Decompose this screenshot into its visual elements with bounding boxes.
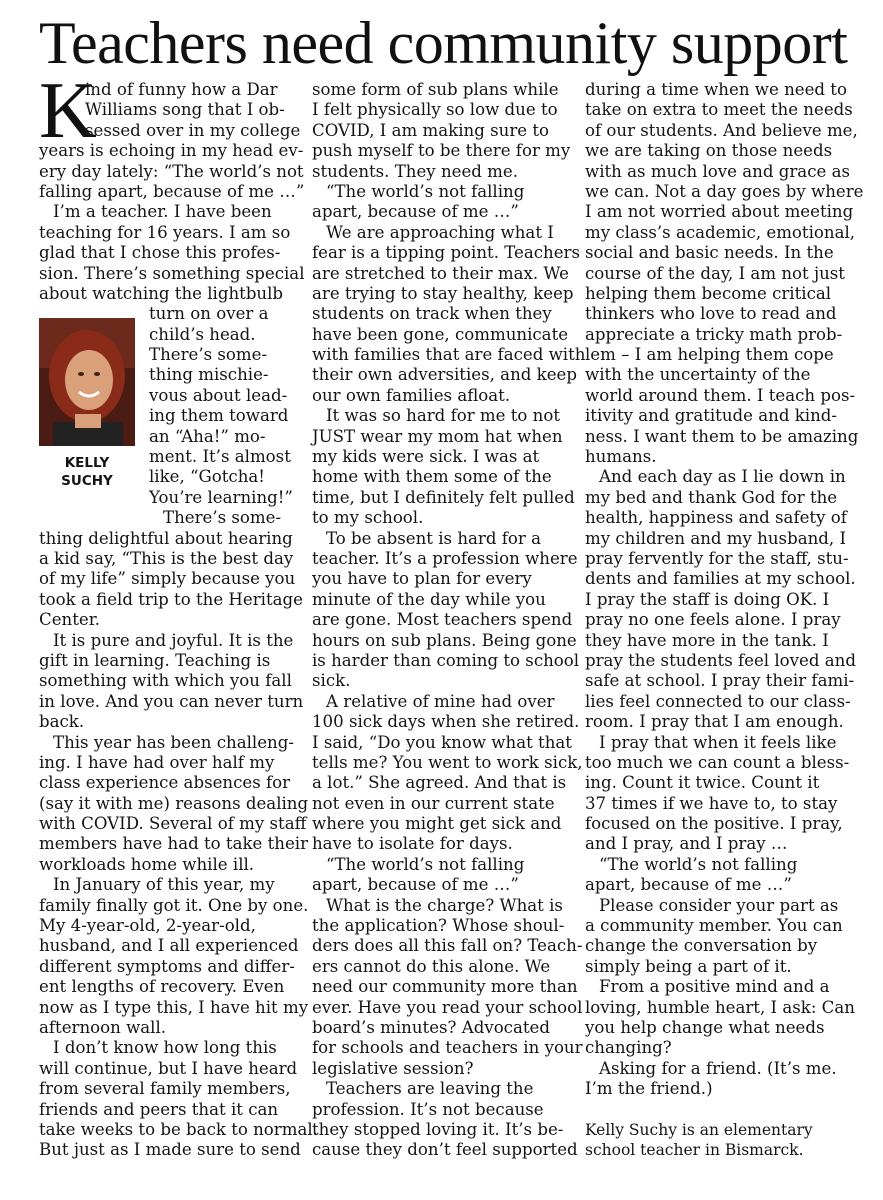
text-line: child’s head. (149, 324, 256, 344)
text-line: “The world’s not falling (599, 854, 798, 874)
text-line: turn on over a (149, 304, 269, 324)
text-line: I pray that when it feels like (599, 732, 837, 752)
text-line: ent lengths of recovery. Even (39, 977, 285, 997)
text-line: years is echoing in my head ev- (39, 141, 304, 161)
text-line: gift in learning. Teaching is (39, 650, 271, 670)
text-line: my kids were sick. I was at (312, 447, 540, 467)
text-line: a lot.” She agreed. And that is (312, 773, 567, 793)
bio-line: school teacher in Bismarck. (585, 1141, 804, 1160)
text-line: during a time when we need to (585, 80, 847, 99)
text-line: for schools and teachers in your (312, 1038, 583, 1058)
text-line: students on track when they (312, 304, 552, 324)
text-line: ders does all this fall on? Teach- (312, 936, 583, 956)
text-line: COVID, I am making sure to (312, 120, 550, 140)
text-line: something with which you fall (39, 671, 292, 691)
text-line: with COVID. Several of my staff (39, 814, 307, 834)
text-line: too much we can count a bless- (585, 752, 850, 772)
headline: Teachers need community support (39, 10, 848, 76)
text-line: 100 sick days when she retired. (312, 712, 580, 732)
text-line: sessed over in my college (85, 120, 301, 140)
text-line: changing? (585, 1038, 672, 1058)
text-line: time, but I definitely felt pulled (312, 487, 575, 507)
text-line: I am not worried about meeting (585, 202, 854, 222)
text-line: ing. Count it twice. Count it (585, 773, 820, 793)
author-bio (585, 1120, 843, 1161)
text-line: safe at school. I pray their fami- (585, 671, 855, 691)
text-line: room. I pray that I am enough. (585, 712, 844, 732)
text-line: “The world’s not falling (326, 181, 525, 201)
text-line: are stretched to their max. We (312, 263, 569, 283)
text-line: lies feel connected to our class- (585, 691, 851, 711)
text-line: Teachers are leaving the (326, 1079, 534, 1099)
text-line: tells me? You went to work sick, (312, 752, 583, 772)
text-line: of my life” simply because you (39, 569, 296, 589)
drop-cap: K (39, 67, 97, 155)
text-line: our own families afloat. (312, 385, 511, 405)
text-line: ness. I want them to be amazing (585, 426, 859, 446)
text-line: There’s some- (149, 345, 268, 365)
text-line: have to isolate for days. (312, 834, 513, 854)
column-2 (312, 80, 586, 1161)
text-line: thing delightful about hearing (39, 528, 293, 548)
text-line: But just as I made sure to send (39, 1140, 301, 1160)
text-line: teaching for 16 years. I am so (39, 222, 291, 242)
text-line: We are approaching what I (326, 222, 554, 242)
text-line: thing mischie- (149, 365, 269, 385)
text-line: ever. Have you read your school (312, 997, 583, 1017)
column-1 (39, 67, 318, 1161)
text-line: now as I type this, I have hit my (39, 997, 309, 1017)
text-line: legislative session? (312, 1058, 474, 1078)
text-line: will continue, but I have heard (39, 1058, 298, 1078)
text-line: different symptoms and differ- (39, 956, 295, 976)
text-line: where you might get sick and (312, 814, 562, 834)
text-line: my class’s academic, emotional, (585, 222, 856, 242)
text-line: world around them. I teach pos- (585, 385, 856, 405)
text-line: From a positive mind and a (599, 977, 830, 997)
text-line: Williams song that I ob- (85, 100, 285, 120)
text-line: ing. I have had over half my (39, 752, 275, 772)
text-line: class experience absences for (39, 773, 291, 793)
text-line: their own adversities, and keep (312, 365, 577, 385)
text-line: And each day as I lie down in (599, 467, 846, 487)
text-line: JUST wear my mom hat when (312, 426, 563, 446)
text-line: loving, humble heart, I ask: Can (585, 997, 855, 1017)
byline-first: KELLY (64, 455, 110, 471)
text-line: sion. There’s something special (39, 263, 305, 283)
text-line: lem – I am helping them cope (585, 345, 834, 365)
text-line: students. They need me. (312, 161, 519, 181)
text-line: itivity and gratitude and kind- (585, 406, 838, 426)
text-line: they stopped loving it. It’s be- (312, 1119, 564, 1139)
text-line: they have more in the tank. I (585, 630, 829, 650)
text-line: not even in our current state (312, 793, 555, 813)
text-line: apart, because of me …” (312, 202, 519, 222)
text-line: helping them become critical (585, 283, 832, 303)
text-line: Asking for a friend. (It’s me. (599, 1058, 837, 1078)
text-line: are gone. Most teachers spend (312, 610, 573, 630)
spacer (585, 1100, 843, 1120)
text-line: workloads home while ill. (39, 854, 255, 874)
text-line: focused on the positive. I pray, (585, 814, 843, 834)
text-line: In January of this year, my (53, 875, 275, 895)
text-line: ing them toward (149, 406, 289, 426)
text-line: This year has been challeng- (53, 732, 294, 752)
text-line: I pray the staff is doing OK. I (585, 589, 830, 609)
text-line: fear is a tipping point. Teachers (312, 243, 581, 263)
text-line: dents and families at my school. (585, 569, 856, 589)
text-line: ers cannot do this alone. We (312, 956, 551, 976)
text-line: Center. (39, 610, 101, 630)
text-line: you help change what needs (585, 1017, 825, 1037)
text-line: a kid say, “This is the best day (39, 548, 294, 568)
text-line: apart, because of me …” (585, 875, 792, 895)
text-line: It is pure and joyful. It is the (53, 630, 294, 650)
text-line: some form of sub plans while (312, 80, 559, 99)
text-line: I felt physically so low due to (312, 100, 558, 120)
text-line: profession. It’s not because (312, 1099, 544, 1119)
text-line: thinkers who love to read and (585, 304, 837, 324)
text-line: the application? Whose shoul- (312, 916, 565, 936)
text-line: in love. And you can never turn (39, 691, 304, 711)
text-line: afternoon wall. (39, 1017, 167, 1037)
text-line: back. (39, 712, 85, 732)
text-line: Please consider your part as (599, 895, 839, 915)
text-line: health, happiness and safety of (585, 508, 847, 528)
text-line: 37 times if we have to, to stay (585, 793, 838, 813)
text-line: It was so hard for me to not (326, 406, 561, 426)
text-line: I’m the friend.) (585, 1079, 713, 1099)
text-line: you have to plan for every (312, 569, 532, 589)
text-line: apart, because of me …” (312, 875, 519, 895)
text-line: “The world’s not falling (326, 854, 525, 874)
text-line: simply being a part of it. (585, 956, 792, 976)
text-line: my bed and thank God for the (585, 487, 838, 507)
text-line: My 4-year-old, 2-year-old, (39, 916, 256, 936)
text-line: I’m a teacher. I have been (53, 202, 272, 222)
text-line: hours on sub plans. Being gone (312, 630, 577, 650)
text-line: to my school. (312, 508, 424, 528)
text-line: members have had to take their (39, 834, 309, 854)
text-line: an “Aha!” mo- (149, 426, 266, 446)
text-line: and I pray, and I pray … (585, 834, 788, 854)
text-line: with the uncertainty of the (585, 365, 811, 385)
text-line: sick. (312, 671, 351, 691)
text-line: take weeks to be back to normal. (39, 1119, 318, 1139)
text-line: glad that I chose this profes- (39, 243, 281, 263)
text-line: course of the day, I am not just (585, 263, 845, 283)
text-line: board’s minutes? Advocated (312, 1017, 550, 1037)
column-1-bottom (39, 528, 318, 1161)
text-line: husband, and I all experienced (39, 936, 299, 956)
text-line: There’s some- (163, 508, 282, 528)
text-line: took a field trip to the Heritage (39, 589, 303, 609)
text-line: What is the charge? What is (326, 895, 563, 915)
text-line: You’re learning!” (149, 487, 293, 507)
text-line: of our students. And believe me, (585, 120, 858, 140)
text-line: minute of the day while you (312, 589, 546, 609)
text-line: ind of funny how a Dar (85, 80, 278, 99)
text-line: appreciate a tricky math prob- (585, 324, 843, 344)
text-line: we can. Not a day goes by where (585, 181, 864, 201)
text-line: cause they don’t feel supported (312, 1140, 578, 1160)
text-line: pray the students feel loved and (585, 650, 856, 670)
text-line: I don’t know how long this (53, 1038, 277, 1058)
text-line: like, “Gotcha! (149, 467, 265, 487)
bio-line: Kelly Suchy is an elementary (585, 1120, 813, 1139)
text-line: my children and my husband, I (585, 528, 846, 548)
column-3 (585, 80, 864, 1161)
text-line: about watching the lightbulb (39, 283, 284, 303)
text-line: social and basic needs. In the (585, 243, 834, 263)
text-line: push myself to be there for my (312, 141, 571, 161)
text-line: falling apart, because of me …” (39, 181, 305, 201)
text-line: (say it with me) reasons dealing (39, 793, 309, 813)
text-line: is harder than coming to school (312, 650, 580, 670)
text-line: home with them some of the (312, 467, 552, 487)
text-line: we are taking on those needs (585, 141, 833, 161)
text-line: I said, “Do you know what that (312, 732, 572, 752)
text-line: pray no one feels alone. I pray (585, 610, 841, 630)
text-line: friends and peers that it can (39, 1099, 279, 1119)
text-line: To be absent is hard for a (326, 528, 541, 548)
text-line: humans. (585, 447, 657, 467)
text-line: family finally got it. One by one. (39, 895, 309, 915)
text-line: with as much love and grace as (585, 161, 850, 181)
text-line: are trying to stay healthy, keep (312, 283, 574, 303)
text-line: ment. It’s almost (149, 447, 291, 467)
text-line: from several family members, (39, 1079, 291, 1099)
text-line: take on extra to meet the needs (585, 100, 853, 120)
text-line: change the conversation by (585, 936, 818, 956)
text-line: ery day lately: “The world’s not (39, 161, 304, 181)
byline-last: SUCHY (61, 473, 113, 489)
text-line: A relative of mine had over (326, 691, 555, 711)
text-line: need our community more than (312, 977, 578, 997)
text-line: teacher. It’s a profession where (312, 548, 578, 568)
text-line: vous about lead- (149, 385, 288, 405)
text-line: have been gone, communicate (312, 324, 569, 344)
text-line: with families that are faced with (312, 345, 586, 365)
text-line: a community member. You can (585, 916, 843, 936)
text-line: pray fervently for the staff, stu- (585, 548, 849, 568)
